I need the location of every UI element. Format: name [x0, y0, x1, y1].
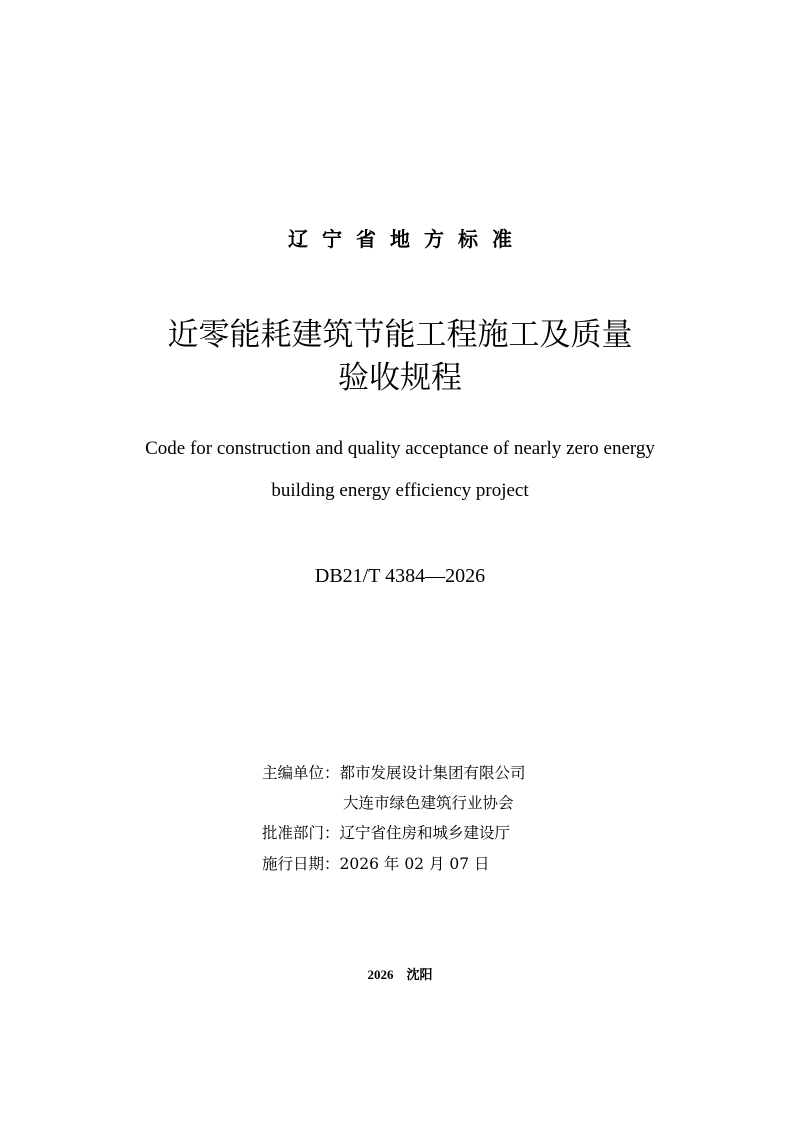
standard-type: 辽宁省地方标准 — [288, 227, 526, 251]
editor-2: 大连市绿色建筑行业协会 — [343, 794, 514, 812]
approver: 辽宁省住房和城乡建设厅 — [339, 824, 511, 842]
title-english-line1: Code for construction and quality acceptance of nearly zero energy — [145, 438, 655, 459]
editor-label: 主编单位： — [262, 764, 340, 782]
date-label: 施行日期： — [262, 855, 340, 873]
approver-label: 批准部门： — [262, 824, 340, 842]
editor-row — [262, 761, 526, 783]
footer-year-place: 2026 沈阳 — [367, 967, 433, 982]
title-chinese-line1: 近零能耗建筑节能工程施工及质量 — [167, 317, 633, 353]
title-chinese-line2: 验收规程 — [338, 360, 462, 396]
standard-code: DB21/T 4384—2026 — [314, 565, 486, 587]
date-row — [262, 852, 490, 874]
editor-1: 都市发展设计集团有限公司 — [339, 764, 526, 782]
approver-row — [262, 821, 510, 843]
effective-date: 2026 年 02 月 07 日 — [339, 855, 490, 873]
title-english-line2: building energy efficiency project — [271, 480, 529, 501]
